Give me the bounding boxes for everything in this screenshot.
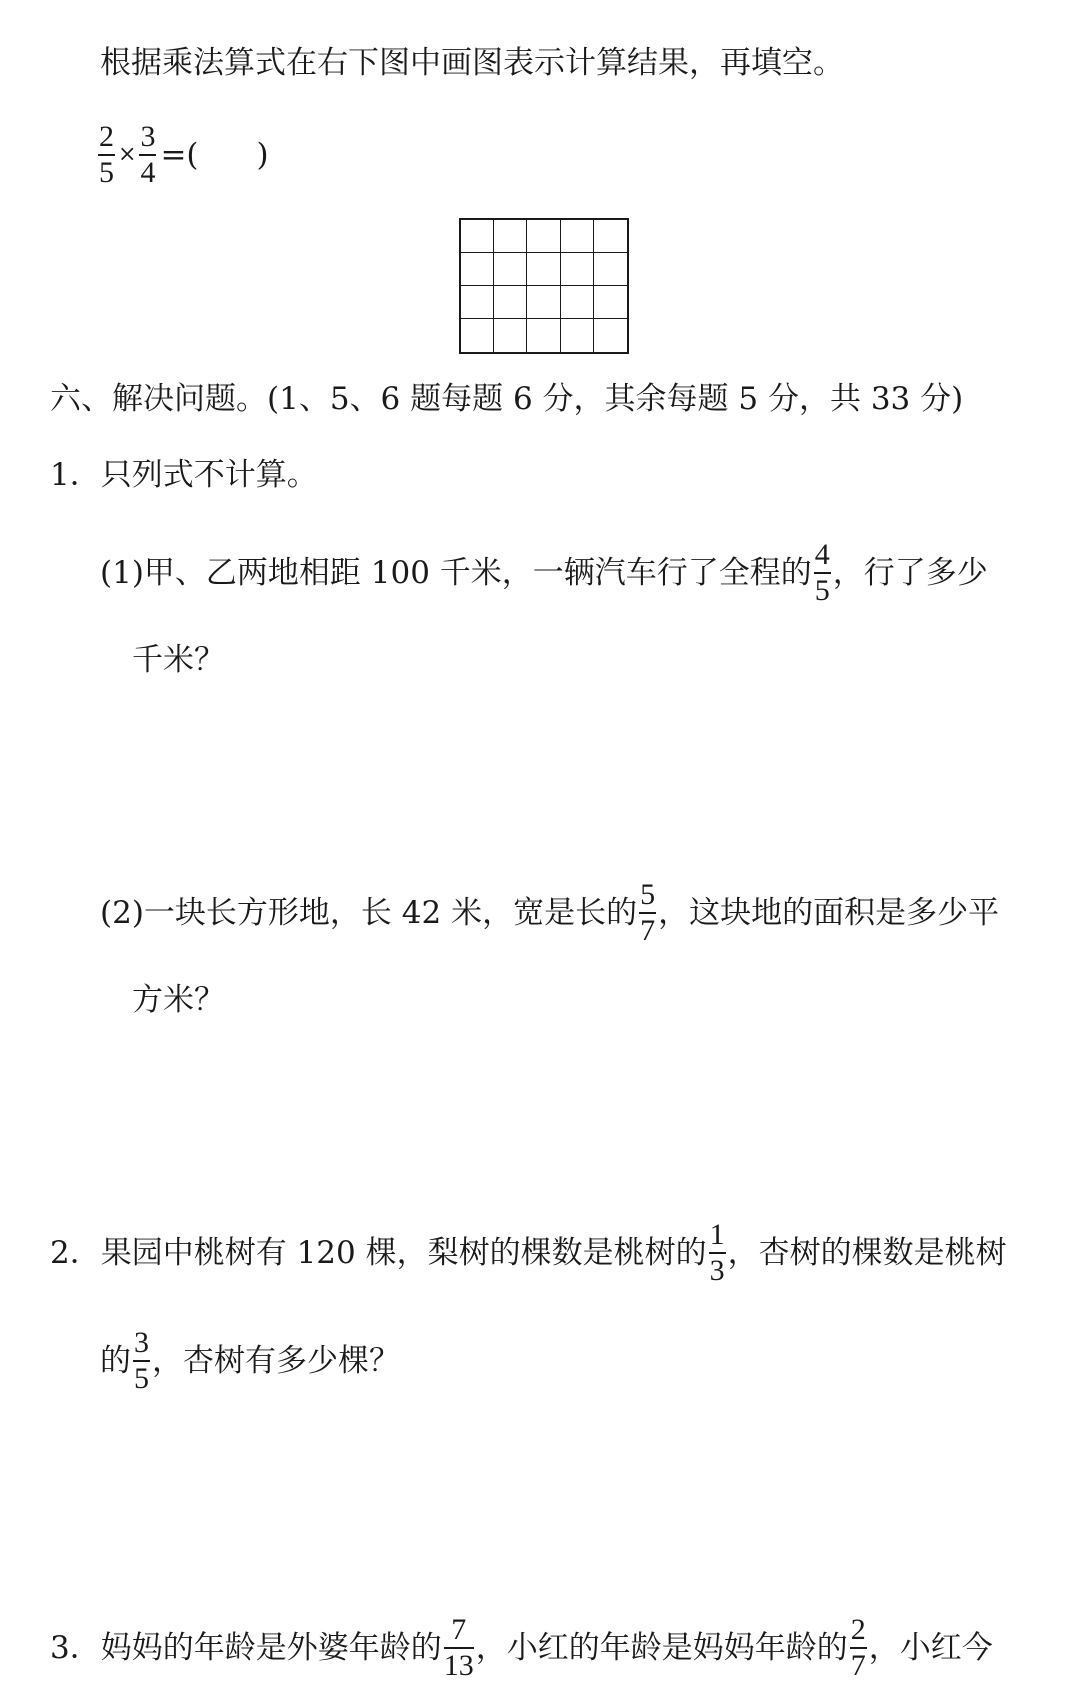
fraction-4-5: $\frac{4}{5}$ (814, 538, 830, 607)
grid-cell[interactable] (527, 319, 560, 352)
close-paren: ) (256, 136, 269, 173)
q2-line2-start: 的 (100, 1342, 131, 1379)
grid-cell[interactable] (461, 220, 494, 253)
grid-cell[interactable] (494, 319, 527, 352)
question-1-part-2 (100, 880, 999, 946)
fraction-2-5: $\frac{2}{5}$ (99, 120, 114, 189)
grid-cell[interactable] (461, 319, 494, 352)
q2-text-end: ，杏树的棵数是桃树 (727, 1234, 1007, 1271)
grid-cell[interactable] (494, 286, 527, 319)
q1-1-text: (1)甲、乙两地相距 100 千米，一辆汽车行了全程的 (100, 554, 812, 591)
q3-text-middle: ，小红的年龄是妈妈年龄的 (475, 1629, 848, 1666)
q1-2-continuation: 方米？ (132, 982, 225, 1018)
grid-cell[interactable] (594, 286, 627, 319)
fraction-5-7: $\frac{5}{7}$ (640, 878, 656, 947)
grid-cell[interactable] (561, 319, 594, 352)
q2-line2-end: ，杏树有多少棵？ (152, 1342, 400, 1379)
equals-open-paren: =( (160, 136, 199, 173)
q3-text: 3．妈妈的年龄是外婆年龄的 (50, 1629, 442, 1666)
question-1-label: 1．只列式不计算。 (50, 457, 318, 493)
grid-cell[interactable] (461, 286, 494, 319)
grid-cell[interactable] (561, 253, 594, 286)
q1-2-text: (2)一块长方形地，长 42 米，宽是长的 (100, 894, 638, 931)
grid-cell[interactable] (527, 286, 560, 319)
q1-1-continuation: 千米？ (132, 642, 225, 678)
times-sign: × (118, 142, 137, 167)
question-2-line-2 (100, 1328, 400, 1394)
q1-1-text-end: ，行了多少 (832, 554, 988, 591)
drawing-grid[interactable] (459, 218, 629, 354)
grid-cell[interactable] (594, 253, 627, 286)
fraction-2-7: $\frac{2}{7}$ (850, 1613, 866, 1682)
q2-text: 2．果园中桃树有 120 棵，梨树的棵数是桃树的 (50, 1234, 707, 1271)
grid-cell[interactable] (594, 319, 627, 352)
question-2 (50, 1220, 1007, 1286)
fraction-3-5: $\frac{3}{5}$ (134, 1326, 149, 1395)
q1-2-text-end: ，这块地的面积是多少平 (658, 894, 1000, 931)
grid-cell[interactable] (494, 220, 527, 253)
grid-cell[interactable] (461, 253, 494, 286)
fraction-3-4: $\frac{3}{4}$ (140, 120, 156, 189)
multiplication-equation (96, 122, 269, 188)
grid-cell[interactable] (561, 286, 594, 319)
grid-cell[interactable] (527, 253, 560, 286)
fraction-1-3: $\frac{1}{3}$ (709, 1218, 725, 1287)
grid-cell[interactable] (527, 220, 560, 253)
grid-cell[interactable] (561, 220, 594, 253)
question-1-part-1 (100, 540, 988, 606)
question-3 (50, 1615, 993, 1681)
instruction-text: 根据乘法算式在右下图中画图表示计算结果，再填空。 (100, 45, 844, 81)
grid-cell[interactable] (594, 220, 627, 253)
fraction-7-13: $\frac{7}{13}$ (443, 1613, 474, 1682)
q3-text-end: ，小红今 (868, 1629, 993, 1666)
section-title: 六、解决问题。(1、5、6 题每题 6 分，其余每题 5 分，共 33 分) (50, 381, 964, 417)
grid-cell[interactable] (494, 253, 527, 286)
